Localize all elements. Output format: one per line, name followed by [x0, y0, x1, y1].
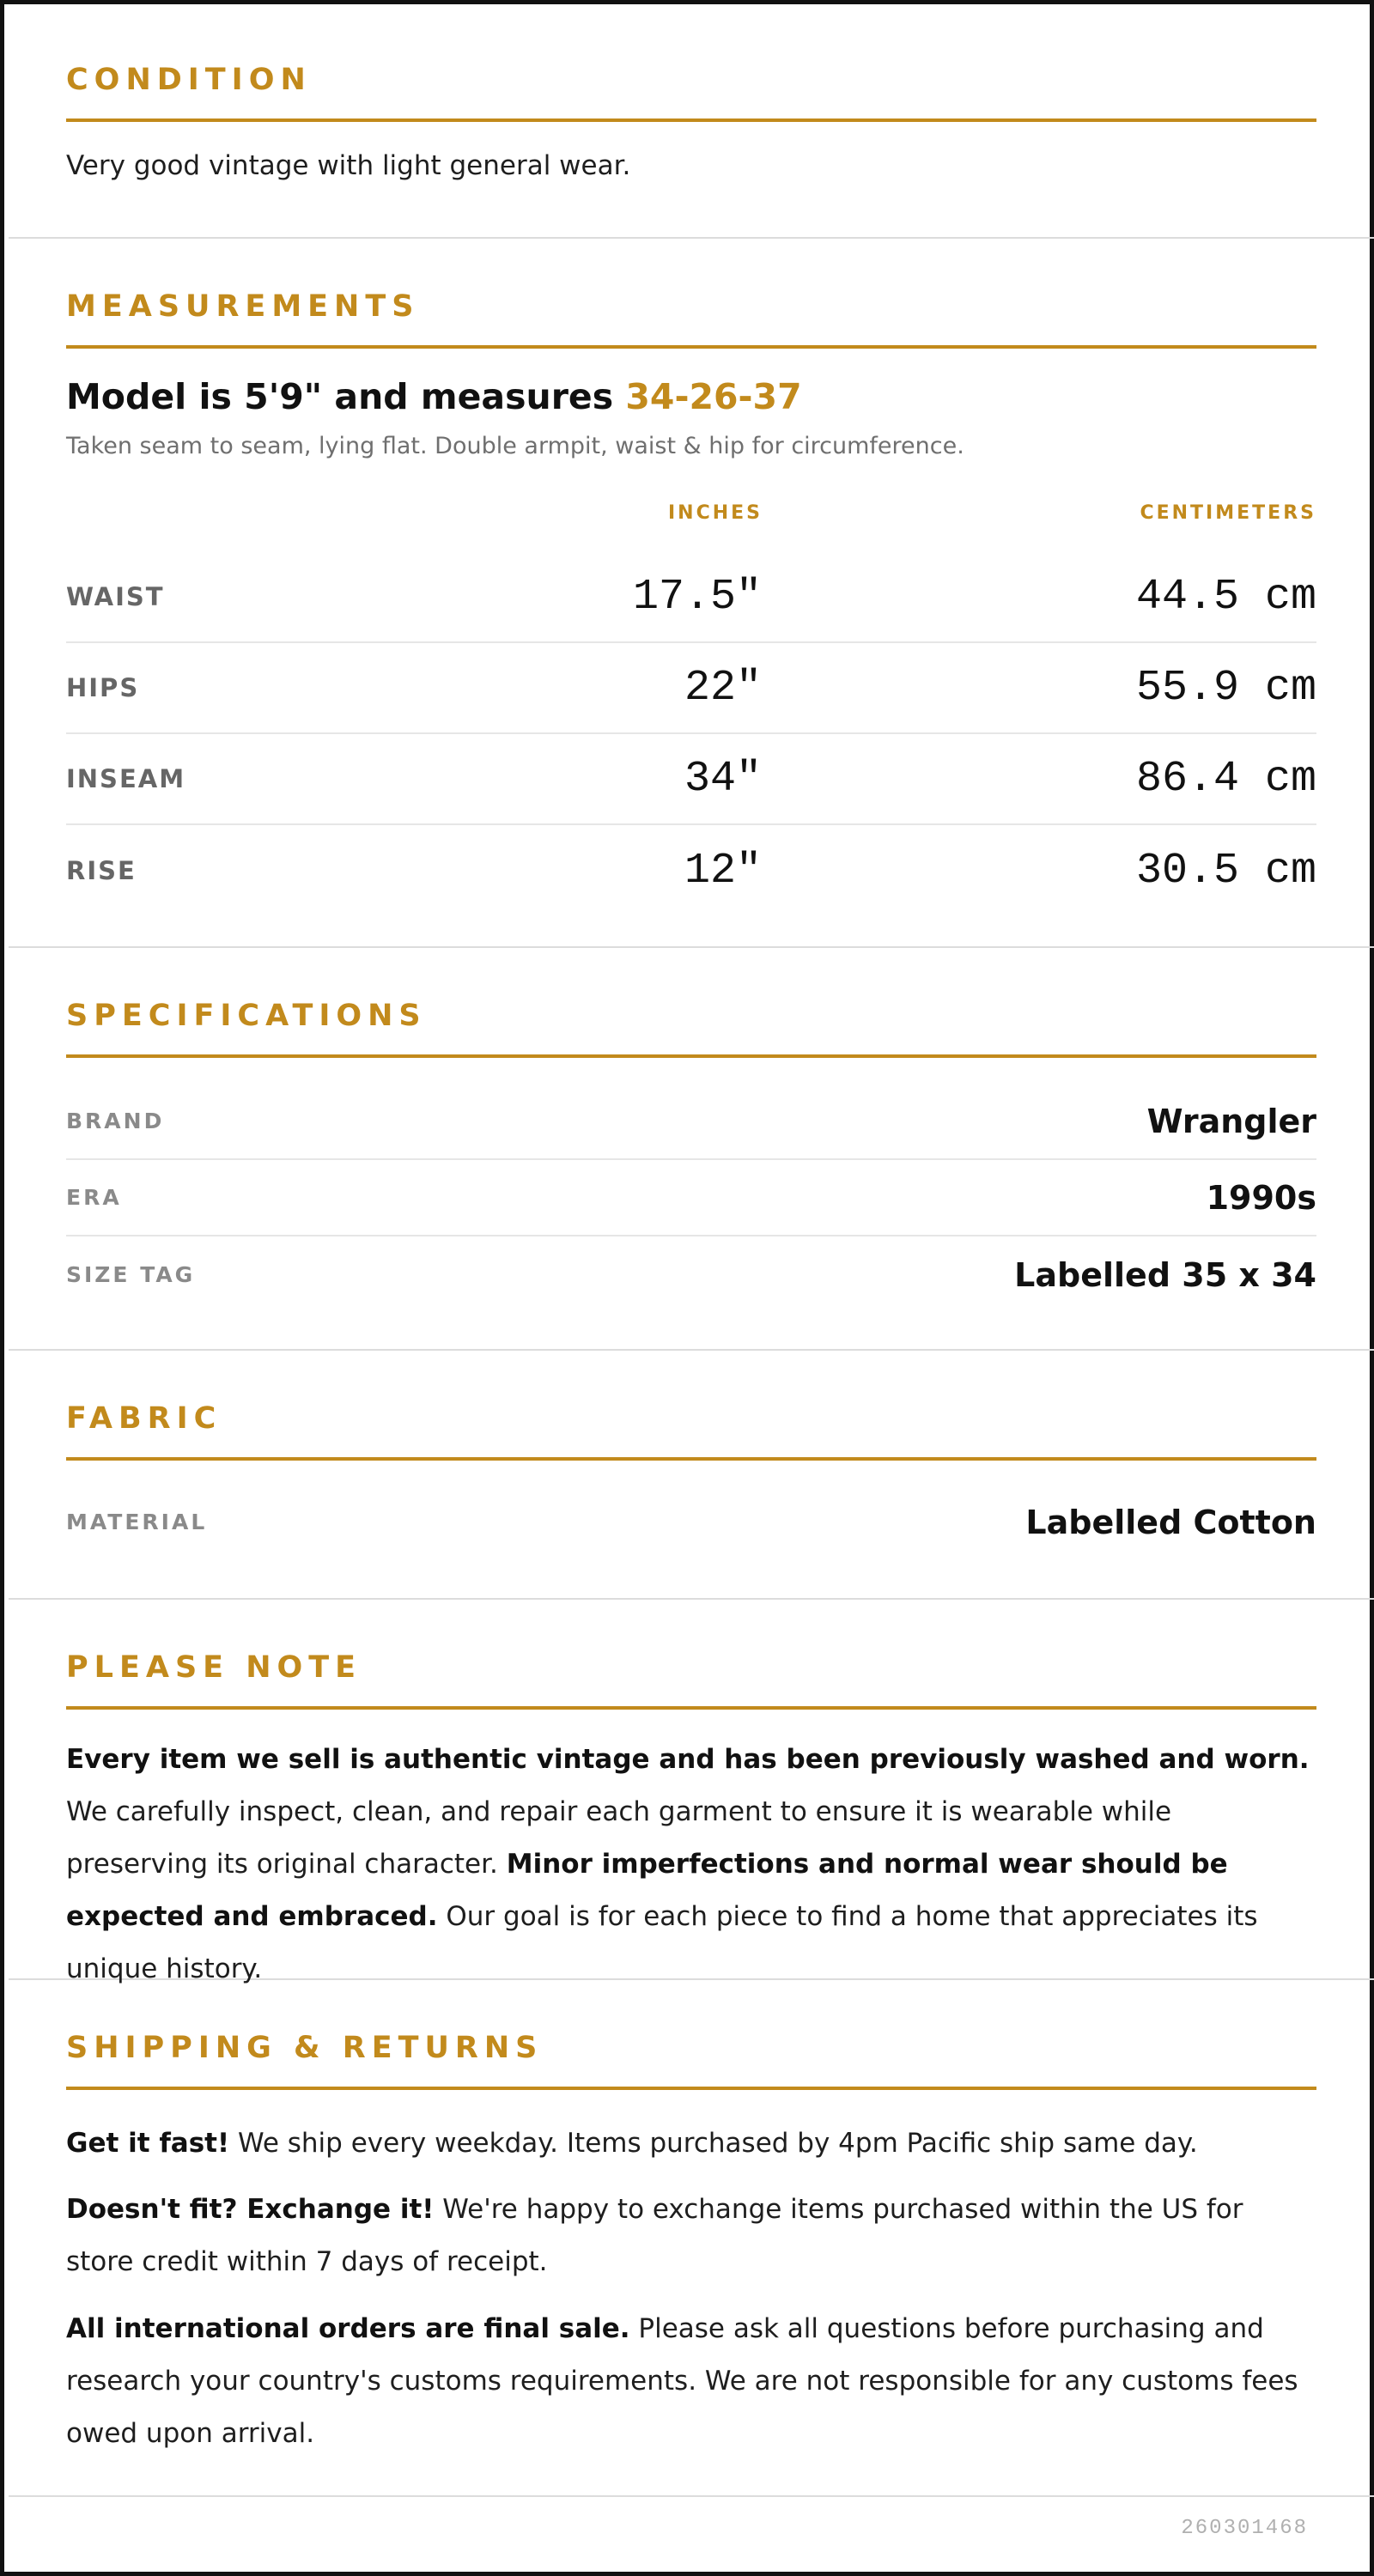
- please-note-text: [66, 1734, 1316, 1996]
- measurement-inches: 22": [684, 663, 762, 713]
- shipping-bold-1: Get it fast!: [66, 2128, 230, 2159]
- shipping-text-1: We ship every weekday. Items purchased by 4pm Pacific ship same day.: [229, 2128, 1198, 2159]
- please-note-text-2: Our goal is for each piece to find a home that appreciates its unique history.: [66, 1901, 1258, 1984]
- shipping-section: [9, 1980, 1374, 2497]
- please-note-bold-1: Every item we sell is authentic vintage and has been previously washed and worn.: [66, 1744, 1310, 1775]
- spec-label: SIZE TAG: [66, 1262, 196, 1287]
- centimeters-column-header: CENTIMETERS: [1140, 502, 1316, 524]
- shipping-text-3: Please ask all questions before purchasing and research your country's customs requirements. We are not responsible for any customs fees owed upon arrival.: [66, 2313, 1298, 2449]
- condition-heading: CONDITION: [66, 58, 1316, 122]
- please-note-section: [9, 1600, 1374, 1984]
- specifications-heading: SPECIFICATIONS: [66, 994, 1316, 1058]
- model-text: Model is 5'9" and measures: [66, 376, 626, 417]
- measurement-row-inseam: [66, 734, 1316, 825]
- spec-value: Wrangler: [1146, 1102, 1316, 1140]
- spec-row-brand: [66, 1084, 1316, 1160]
- measurements-heading: MEASUREMENTS: [66, 285, 1316, 349]
- measurement-cm: 44.5 cm: [1135, 572, 1316, 622]
- condition-section: [9, 9, 1374, 239]
- spec-value: 1990s: [1206, 1178, 1316, 1217]
- shipping-bold-3: All international orders are final sale.: [66, 2313, 630, 2344]
- please-note-text-1: We carefully inspect, clean, and repair each garment to ensure it is wearable while preserving its original character.: [66, 1796, 1172, 1880]
- shipping-heading: SHIPPING & RETURNS: [66, 2026, 1316, 2090]
- fabric-heading: FABRIC: [66, 1397, 1316, 1461]
- fabric-row-material: [66, 1484, 1316, 1560]
- measurement-row-rise: [66, 825, 1316, 916]
- measurement-cm: 55.9 cm: [1135, 663, 1316, 713]
- measurement-label: INSEAM: [66, 764, 186, 793]
- measurement-cm: 30.5 cm: [1135, 846, 1316, 896]
- please-note-heading: PLEASE NOTE: [66, 1646, 1316, 1710]
- spec-row-size-tag: [66, 1236, 1316, 1313]
- spec-label: BRAND: [66, 1109, 165, 1133]
- fabric-label: MATERIAL: [66, 1510, 208, 1534]
- measurement-label: RISE: [66, 856, 137, 885]
- measurement-inches: 34": [684, 754, 762, 804]
- measurement-cm: 86.4 cm: [1135, 754, 1316, 804]
- model-measurements-line: [66, 376, 1316, 417]
- shipping-paragraph-3: [66, 2303, 1316, 2460]
- measurement-inches: 12": [684, 846, 762, 896]
- spec-row-era: [66, 1160, 1316, 1236]
- fabric-value: Labelled Cotton: [1025, 1503, 1316, 1541]
- shipping-text-2: We're happy to exchange items purchased within the US for store credit within 7 days of receipt.: [66, 2194, 1243, 2277]
- shipping-paragraph-2: [66, 2184, 1316, 2288]
- shipping-bold-2: Doesn't fit? Exchange it!: [66, 2194, 435, 2225]
- measurement-label: HIPS: [66, 673, 140, 702]
- specifications-section: [9, 948, 1374, 1351]
- measurement-label: WAIST: [66, 582, 165, 611]
- fabric-section: [9, 1351, 1374, 1600]
- measurements-section: [9, 239, 1374, 948]
- measurements-subtitle: Taken seam to seam, lying flat. Double armpit, waist & hip for circumference.: [66, 433, 964, 459]
- inches-column-header: INCHES: [667, 502, 763, 524]
- condition-text: Very good vintage with light general wear.: [66, 150, 631, 181]
- measurement-row-hips: [66, 643, 1316, 734]
- spec-label: ERA: [66, 1185, 122, 1210]
- shipping-paragraph-1: [66, 2117, 1316, 2170]
- measurement-inches: 17.5": [632, 572, 762, 622]
- model-measurements-accent: 34-26-37: [625, 376, 802, 417]
- measurement-row-waist: [66, 552, 1316, 643]
- product-id: 260301468: [1181, 2517, 1308, 2540]
- please-note-bold-2: Minor imperfections and normal wear should be expected and embraced.: [66, 1849, 1228, 1932]
- spec-value: Labelled 35 x 34: [1014, 1255, 1316, 1294]
